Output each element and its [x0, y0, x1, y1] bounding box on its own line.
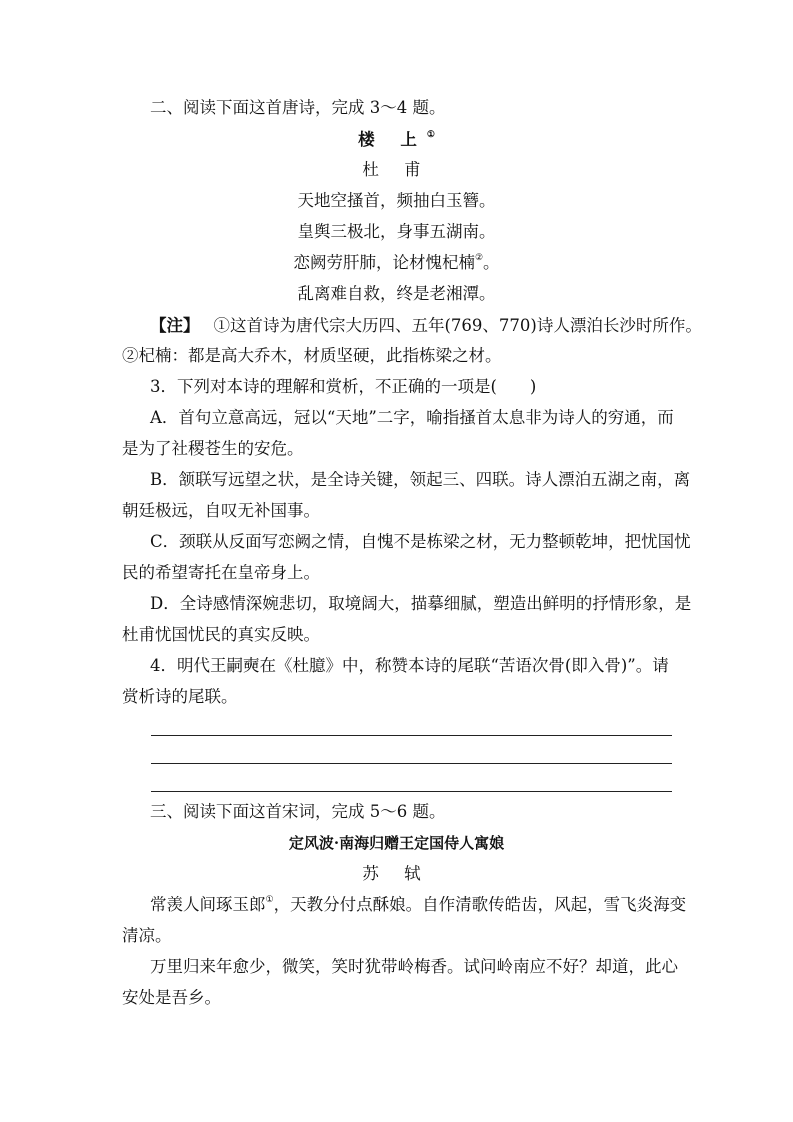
poem-line-3-end: 。	[483, 253, 500, 272]
note-label: 【注】	[150, 316, 200, 335]
poem-author-text: 杜 甫	[362, 160, 431, 179]
q3-option-a-line-1: A．首句立意高远，冠以“天地”二字，喻指搔首太息非为诗人的穷通，而	[150, 408, 674, 427]
poem-line-3-footnote: ②	[474, 252, 484, 263]
poem-title-footnote: ①	[426, 129, 435, 140]
q3-option-b-line-1: B．颔联写远望之状，是全诗关键，领起三、四联。诗人漂泊五湖之南，离	[150, 470, 691, 489]
question-3-stem: 3．下列对本诗的理解和赏析，不正确的一项是( )	[150, 377, 537, 396]
ci-para-1-start: 常羡人间琢玉郎	[150, 895, 266, 914]
ci-para-1-line-1	[150, 894, 686, 916]
answer-line-3[interactable]	[151, 791, 672, 792]
section3-heading: 三、阅读下面这首宋词，完成 5～6 题。	[150, 802, 446, 821]
q3-option-d-line-1: D．全诗感情深婉悲切，取境阔大，描摹细腻，塑造出鲜明的抒情形象，是	[150, 594, 692, 613]
ci-title: 定风波·南海归赠王定国侍人寓娘	[288, 834, 505, 852]
q3-option-c-line-1: C．颈联从反面写恋阙之情，自愧不是栋梁之材，无力整顿乾坤，把忧国忧	[150, 532, 691, 551]
poem-author	[0, 159, 793, 181]
ci-para-2-line-2: 安处是吾乡。	[122, 988, 221, 1007]
poem-notes-line-1	[150, 315, 702, 337]
q3-option-d-line-2: 杜甫忧国忧民的真实反映。	[122, 625, 320, 644]
poem-title	[0, 129, 793, 151]
poem-line-1: 天地空搔首，频抽白玉簪。	[297, 191, 496, 210]
poem-line-3-text: 恋阙劳肝肺，论材愧杞楠	[293, 253, 475, 272]
section2-heading: 二、阅读下面这首唐诗，完成 3～4 题。	[150, 98, 446, 117]
q3-option-c-line-2: 民的希望寄托在皇帝身上。	[122, 563, 320, 582]
ci-author-text: 苏 轼	[362, 864, 431, 883]
poem-title-text: 楼 上	[358, 130, 427, 149]
ci-para-1-line-2: 清凉。	[122, 926, 172, 945]
poem-notes-line-2: ②杞楠：都是高大乔木，材质坚硬，此指栋梁之材。	[122, 346, 502, 365]
q3-option-a-line-2: 是为了社稷苍生的安危。	[122, 439, 304, 458]
poem-line-4: 乱离难自救，终是老湘潭。	[297, 284, 496, 303]
poem-line-2: 皇舆三极北，身事五湖南。	[297, 222, 496, 241]
answer-line-1[interactable]	[151, 735, 672, 736]
ci-para-2-line-1: 万里归来年愈少，微笑，笑时犹带岭梅香。试问岭南应不好？却道，此心	[150, 957, 678, 976]
q3-option-b-line-2: 朝廷极远，自叹无补国事。	[122, 501, 320, 520]
ci-para-1-footnote: ①	[265, 894, 274, 905]
question-4-line-1: 4．明代王嗣奭在《杜臆》中，称赞本诗的尾联“苦语次骨(即入骨)”。请	[150, 656, 669, 675]
ci-para-1-rest: ，天教分付点酥娘。自作清歌传皓齿，风起，雪飞炎海变	[273, 895, 687, 914]
answer-line-2[interactable]	[151, 763, 672, 764]
poem-line-3	[0, 252, 793, 274]
note-text-1: ①这首诗为唐代宗大历四、五年(769、770)诗人漂泊长沙时所作。	[213, 316, 702, 335]
question-4-line-2: 赏析诗的尾联。	[122, 687, 238, 706]
ci-author	[0, 863, 793, 885]
